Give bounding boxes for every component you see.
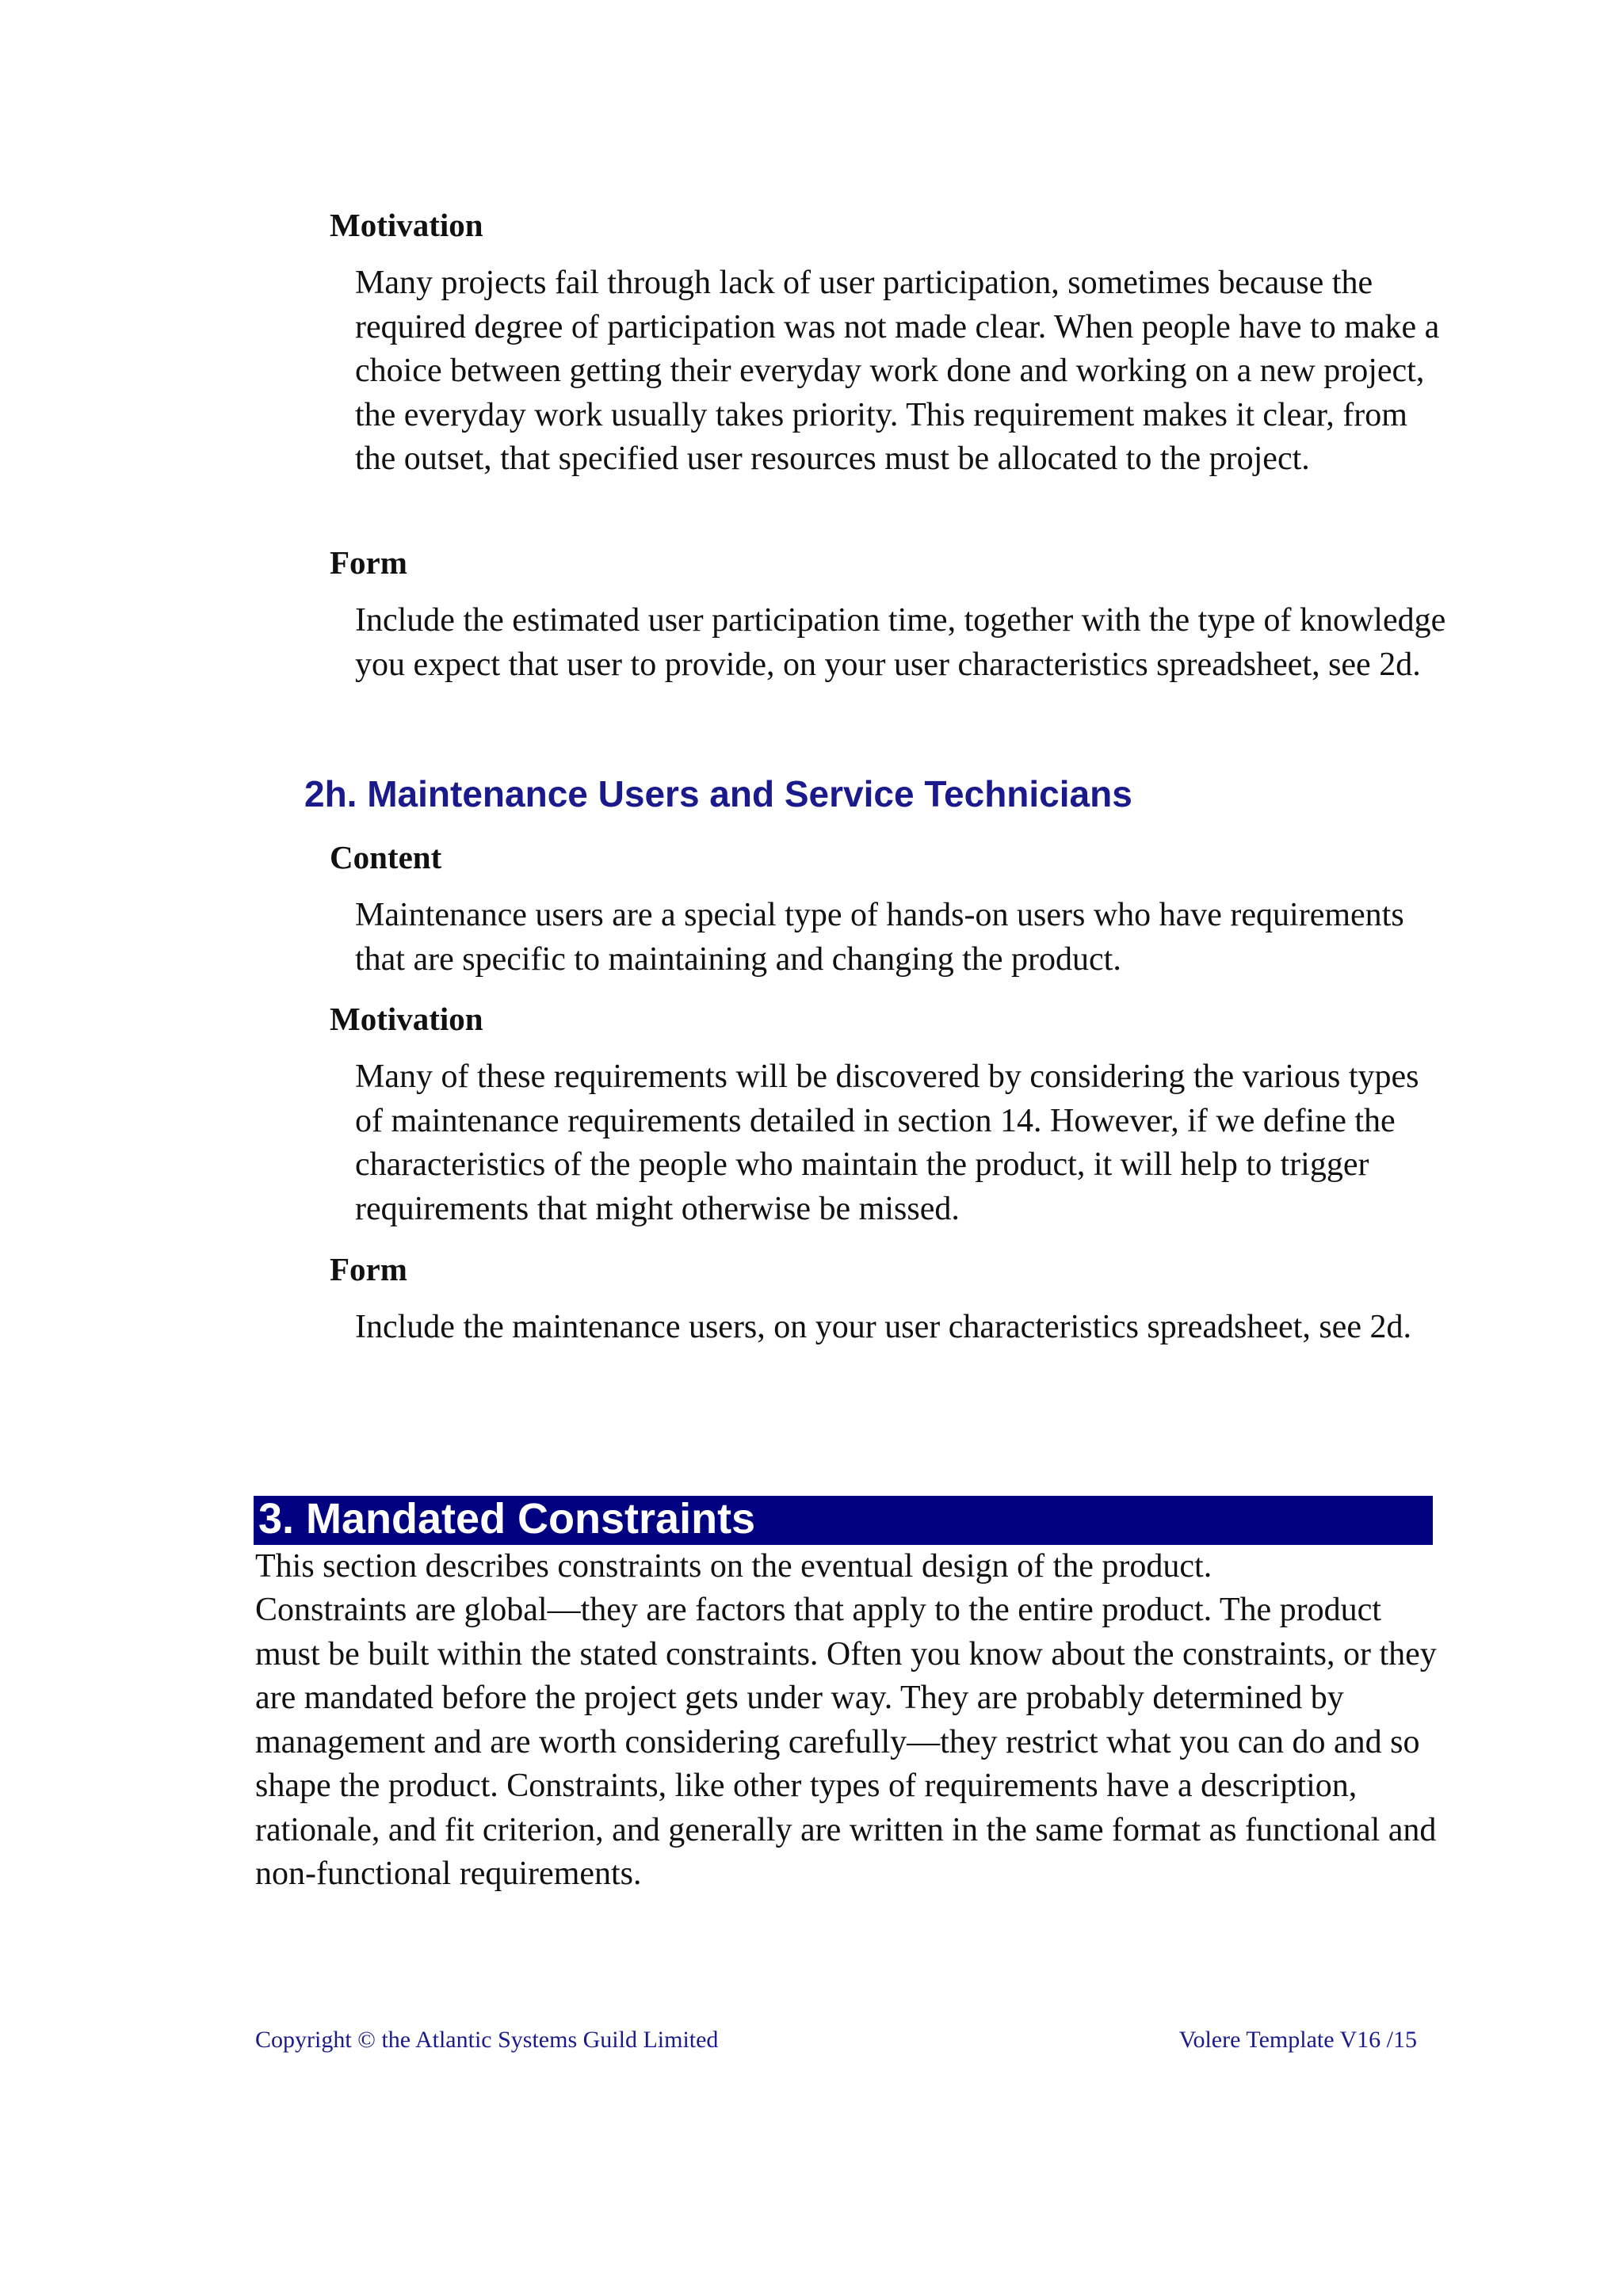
content-paragraph: Maintenance users are a special type of hands-on users who have requirements that are specific to maintaining and changing the product. <box>355 897 1404 978</box>
content-heading: Content <box>330 839 442 875</box>
section-2h-title: 2h. Maintenance Users and Service Technicians <box>304 773 1132 814</box>
form-paragraph-2h: Include the maintenance users, on your user characteristics spreadsheet, see 2d. <box>355 1309 1411 1345</box>
form-paragraph: Include the estimated user participation time, together with the type of knowledge you expect that user to provide, on your user characteristics spreadsheet, see 2d. <box>355 602 1446 683</box>
section-3-body: Constraints are global—they are factors that apply to the entire product. The product must be built within the stated constraints. Often you know about the constraints, or they are mandated before the project gets under way. They are probably determined by management and are worth considering carefully—they restrict what you can do and so shape the product. Constraints, like other types of requirements have a description, rationale, and fit criterion, and generally are written in the same format as functional and non-functional requirements. <box>255 1592 1437 1892</box>
motivation-paragraph: Many projects fail through lack of user participation, sometimes because the required degree of participation was not made clear. When people have to make a choice between getting their everyday work done and working on a new project, the everyday work usually takes priority. This requirement makes it clear, from the outset, that specified user resources must be allocated to the project. <box>355 265 1440 477</box>
motivation-heading: Motivation <box>330 207 483 243</box>
footer-copyright: Copyright © the Atlantic Systems Guild Limited <box>255 2027 719 2053</box>
motivation-heading-2h: Motivation <box>330 1001 483 1037</box>
form-heading: Form <box>330 544 407 581</box>
footer-template-version: Volere Template V16 /15 <box>1178 2027 1417 2053</box>
section-3-intro: This section describes constraints on the eventual design of the product. <box>255 1548 1212 1585</box>
form-heading-2h: Form <box>330 1251 407 1287</box>
motivation-paragraph-2h: Many of these requirements will be discovered by considering the various types of maintenance requirements detailed in section 14. However, if we define the characteristics of the people who maintain the product, it will help to trigger requirements that might otherwise be missed. <box>355 1058 1419 1227</box>
section-3-title: 3. Mandated Constraints <box>258 1495 756 1543</box>
